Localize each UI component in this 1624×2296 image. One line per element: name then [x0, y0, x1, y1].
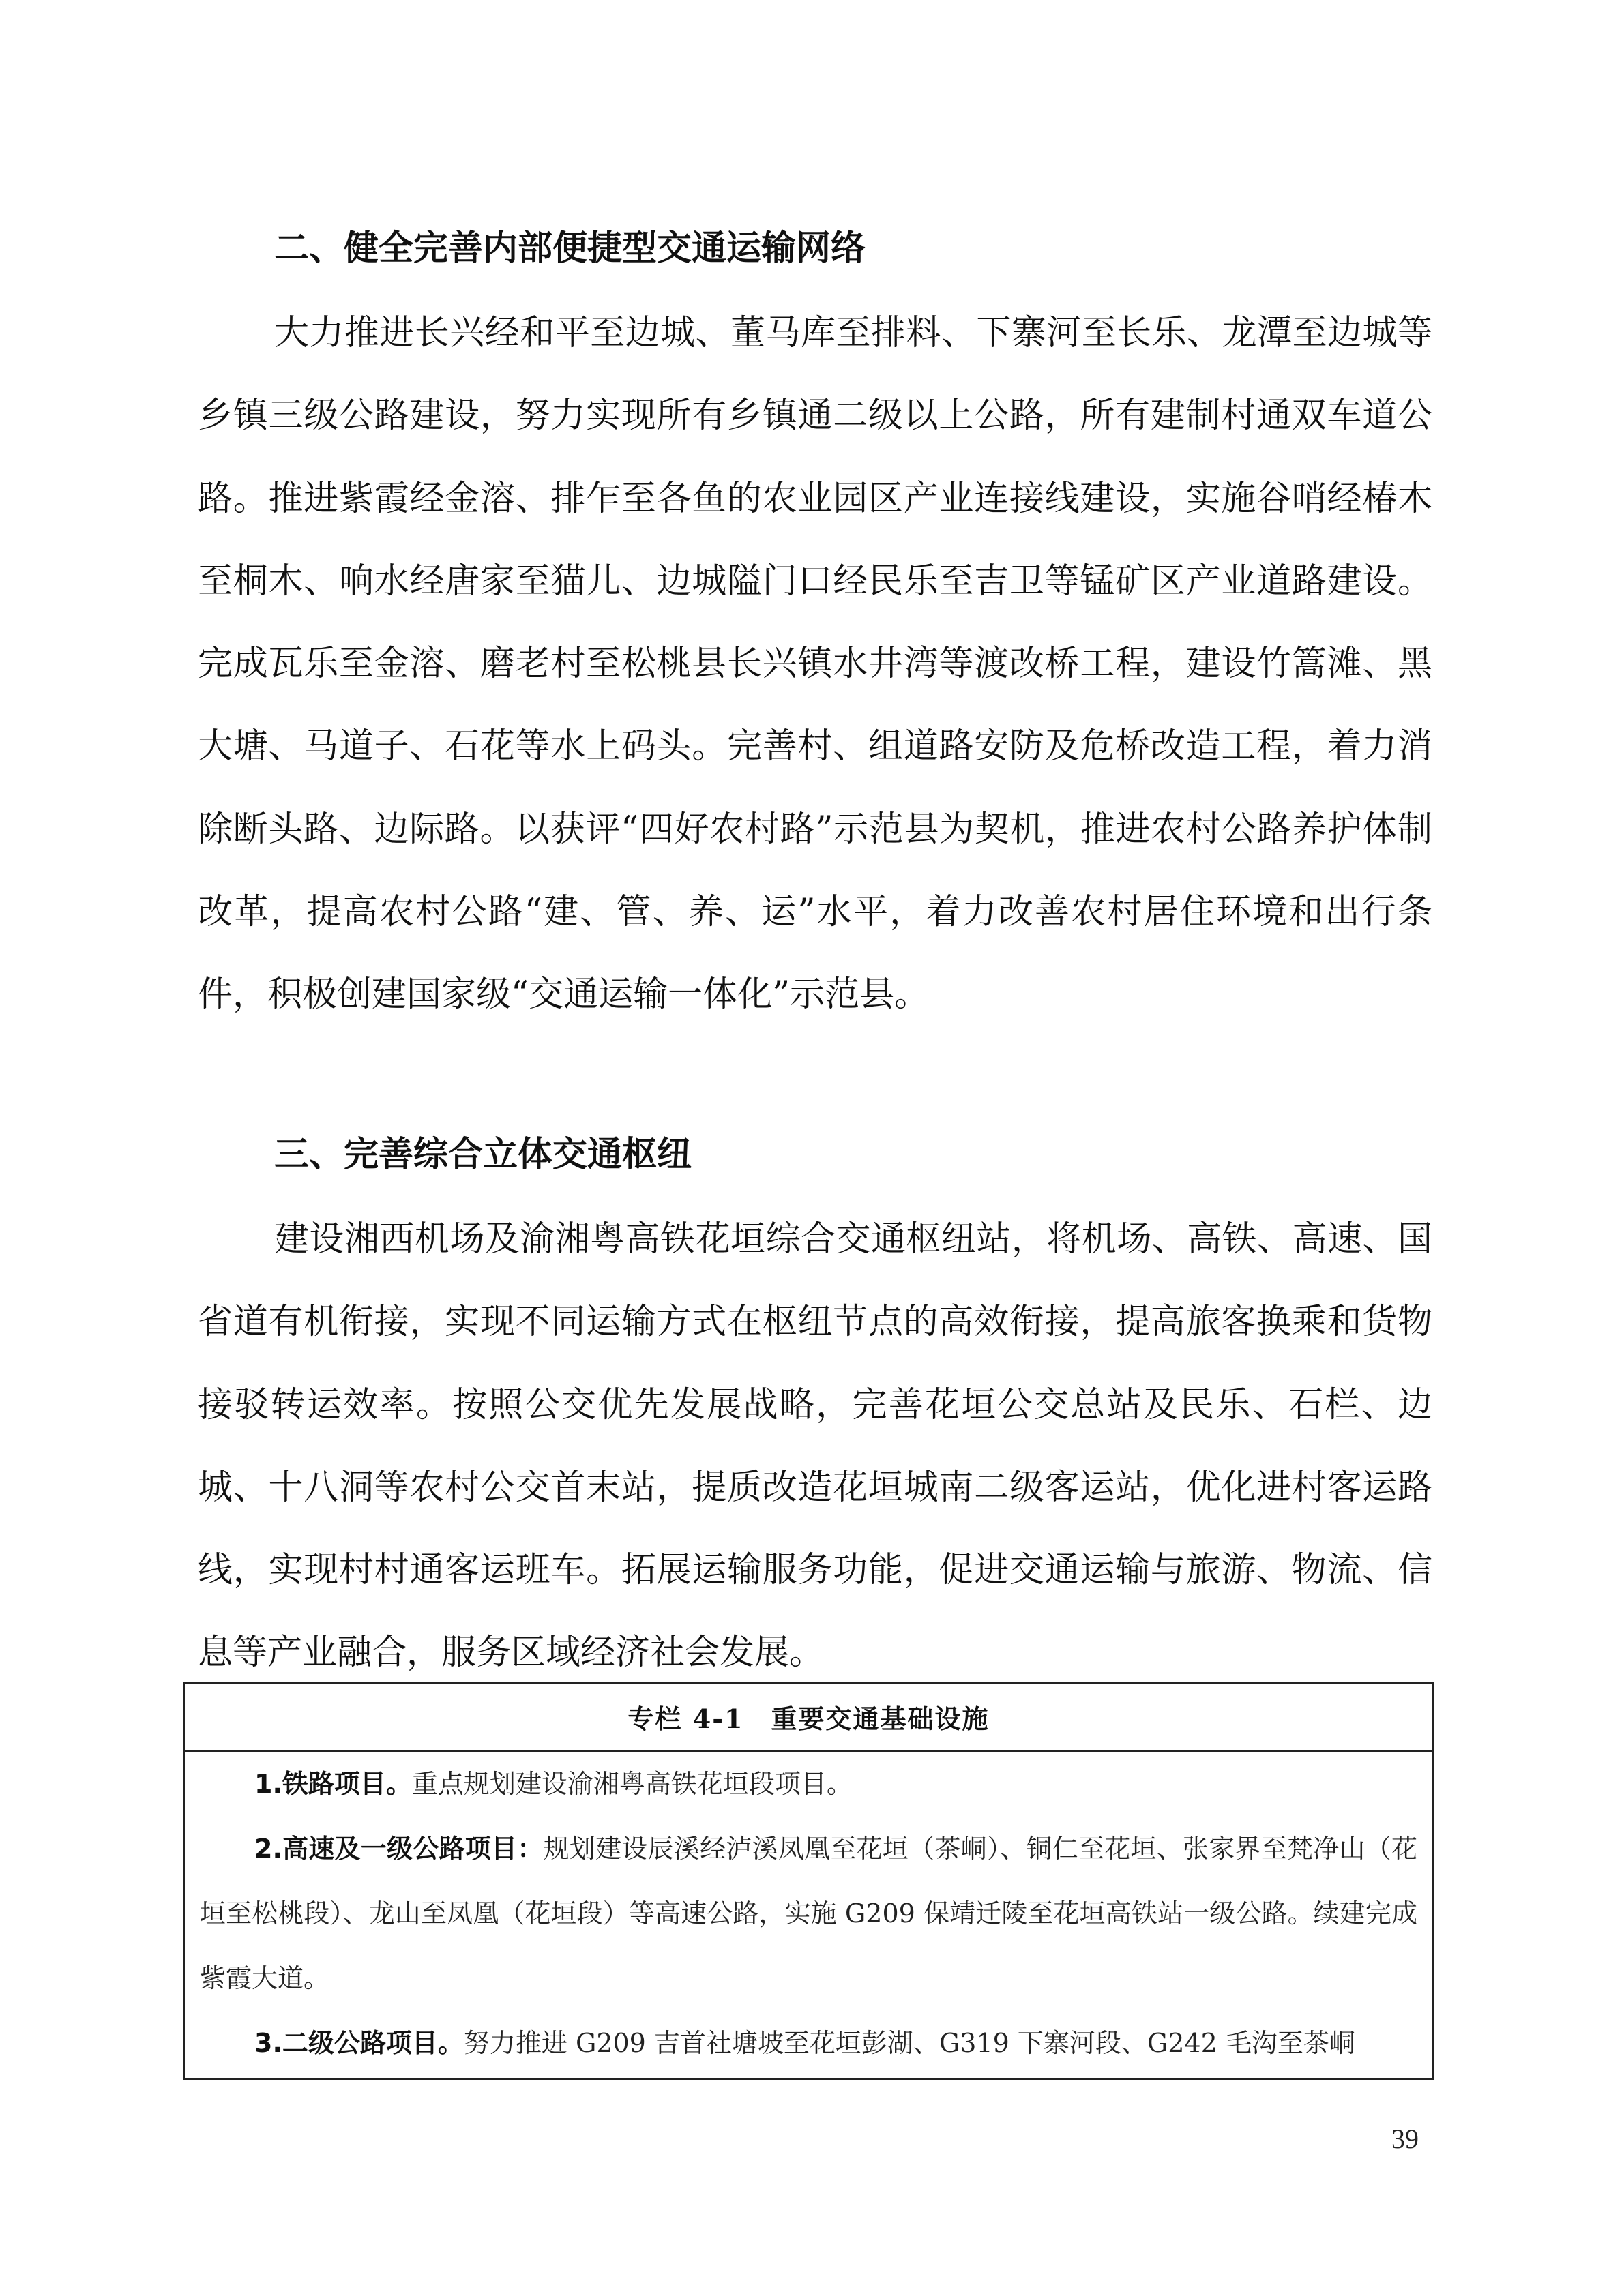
box-item-secondary-road: [200, 2011, 1417, 2076]
box-item-railway: [200, 1752, 1417, 1817]
box-item-text: 规划建设辰溪经泸溪凤凰至花垣（茶峒）、铜仁至花垣、张家界至梵净山（花垣至松桃段）、龙山至凤凰（花垣段）等高速公路，实施 G209 保靖迁陵至花垣高铁站一级公路。续建完成紫霞大道。: [200, 1834, 1417, 1993]
box-item-label: 2.高速及一级公路项目：: [254, 1834, 544, 1864]
section-paragraph-2: 大力推进长兴经和平至边城、董马库至排料、下寨河至长乐、龙潭至边城等乡镇三级公路建设，努力实现所有乡镇通二级以上公路，所有建制村通双车道公路。推进紫霞经金溶、排乍至各鱼的农业园区产业连接线建设，实施谷哨经椿木至桐木、响水经唐家至猫儿、边城隘门口经民乐至吉卫等锰矿区产业道路建设。完成瓦乐至金溶、磨老村至松桃县长兴镇水井湾等渡改桥工程，建设竹篙滩、黑大塘、马道子、石花等水上码头。完善村、组道路安防及危桥改造工程，着力消除断头路、边际路。以获评“四好农村路”示范县为契机，推进农村公路养护体制改革，提高农村公路“建、管、养、运”水平，着力改善农村居住环境和出行条件，积极创建国家级“交通运输一体化”示范县。: [198, 313, 1432, 1015]
section-heading-2: 二、健全完善内部便捷型交通运输网络: [274, 228, 866, 269]
box-item-text: 努力推进 G209 吉首社塘坡至花垣彭湖、G319 下寨河段、G242 毛沟至茶峒: [463, 2028, 1355, 2058]
box-item-highway: [200, 1817, 1417, 2011]
info-box-heading: 重要交通基础设施: [771, 1703, 990, 1734]
info-box-number: 专栏 4-1: [628, 1703, 744, 1734]
box-item-label: 1.铁路项目。: [254, 1769, 412, 1799]
info-box-title: [185, 1684, 1432, 1752]
section-heading-3: 三、完善综合立体交通枢纽: [274, 1135, 692, 1175]
info-box-body: [185, 1752, 1432, 2076]
page-number: 39: [1391, 2123, 1419, 2154]
box-item-label: 3.二级公路项目。: [254, 2028, 464, 2058]
info-box: [183, 1682, 1434, 2080]
box-item-text: 重点规划建设渝湘粤高铁花垣段项目。: [411, 1769, 853, 1799]
section-paragraph-3: 建设湘西机场及渝湘粤高铁花垣综合交通枢纽站，将机场、高铁、高速、国省道有机衔接，实现不同运输方式在枢纽节点的高效衔接，提高旅客换乘和货物接驳转运效率。按照公交优先发展战略，完善花垣公交总站及民乐、石栏、边城、十八洞等农村公交首末站，提质改造花垣城南二级客运站，优化进村客运路线，实现村村通客运班车。拓展运输服务功能，促进交通运输与旅游、物流、信息等产业融合，服务区域经济社会发展。: [198, 1219, 1432, 1673]
